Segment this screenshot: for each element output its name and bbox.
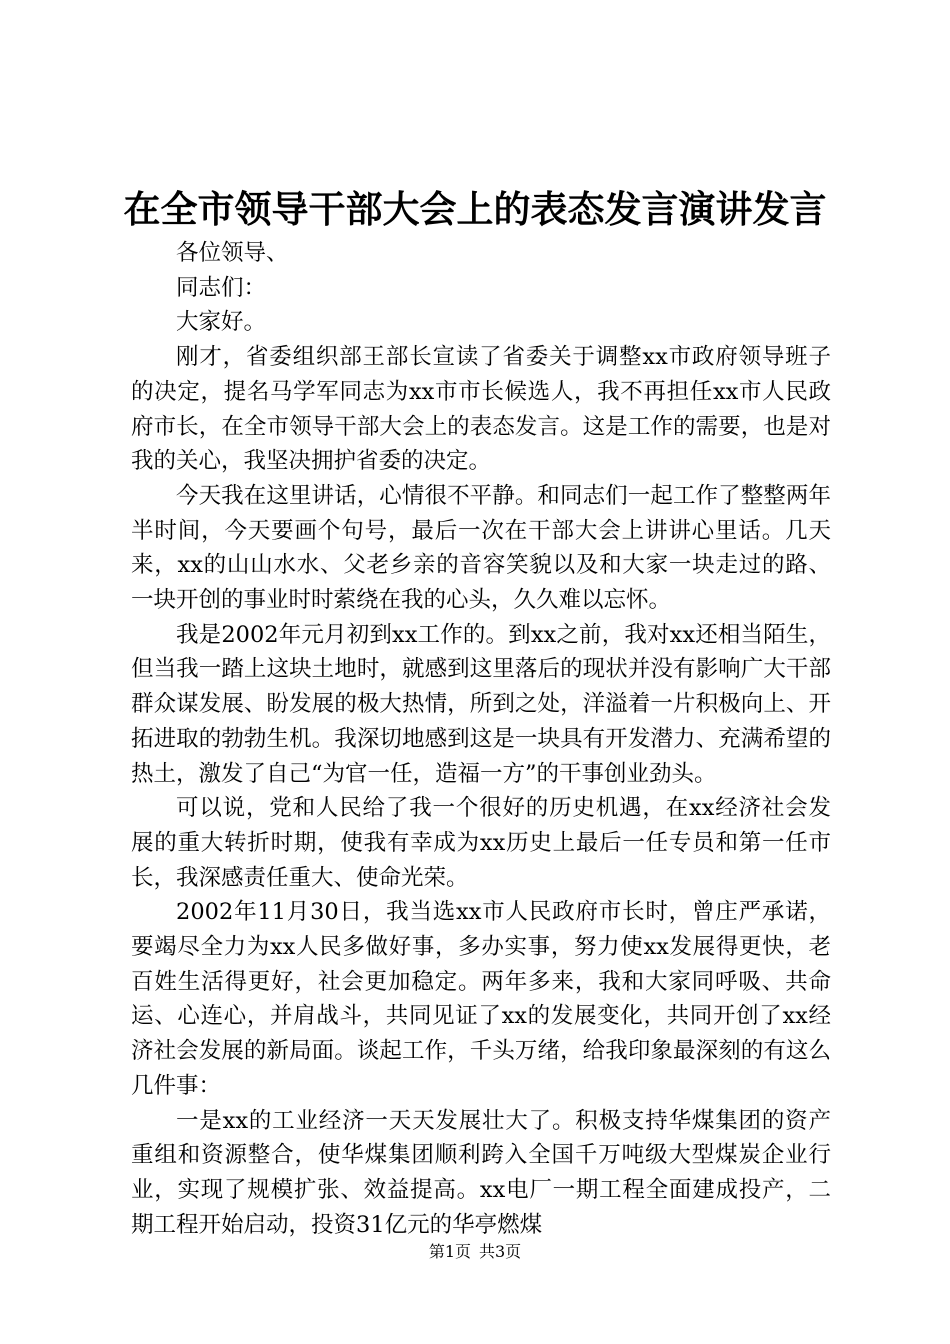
paragraph-salutation-leaders: 各位领导、 bbox=[176, 240, 289, 266]
paragraph: 2002年11月30日，我当选xx市人民政府市长时，曾庄严承诺，要竭尽全力为xx人民多做好事，多办实事，努力使xx发展得更快，老百姓生活得更好，社会更加稳定。两年多来，我和大家同呼吸、共命运、心连心，并肩战斗，共同见证了xx的发展变化，共同开创了xx经济社会发展的新局面。谈起工作，千头万绪，给我印象最深刻的有这么几件事： bbox=[131, 899, 831, 1099]
page-total: 共3页 bbox=[479, 1242, 522, 1261]
paragraph: 可以说，党和人民给了我一个很好的历史机遇，在xx经济社会发展的重大转折时期，使我有幸成为xx历史上最后一任专员和第一任市长，我深感责任重大、使命光荣。 bbox=[131, 795, 831, 891]
page-footer bbox=[0, 1240, 950, 1264]
paragraph-salutation-comrades: 同志们： bbox=[176, 274, 267, 301]
paragraph: 今天我在这里讲话，心情很不平静。和同志们一起工作了整整两年半时间，今天要画个句号，最后一次在干部大会上讲讲心里话。几天来，xx的山山水水、父老乡亲的音容笑貌以及和大家一块走过的路、一块开创的事业时时萦绕在我的心头，久久难以忘怀。 bbox=[131, 482, 831, 614]
paragraph: 我是2002年元月初到xx工作的。到xx之前，我对xx还相当陌生，但当我一踏上这块土地时，就感到这里落后的现状并没有影响广大干部群众谋发展、盼发展的极大热情，所到之处，洋溢着一片积极向上、开拓进取的勃勃生机。我深切地感到这是一块具有开发潜力、充满希望的热土，激发了自己“为官一任，造福一方”的干事创业劲头。 bbox=[131, 621, 831, 787]
paragraph-greeting: 大家好。 bbox=[176, 309, 267, 336]
page-number: 第1页 bbox=[428, 1242, 471, 1261]
document-body bbox=[131, 236, 831, 1242]
paragraph: 一是xx的工业经济一天天发展壮大了。积极支持华煤集团的资产重组和资源整合，使华煤集团顺利跨入全国千万吨级大型煤炭企业行业，实现了规模扩张、效益提高。xx电厂一期工程全面建成投产，二期工程开始启动，投资31亿元的华亭燃煤 bbox=[131, 1107, 831, 1238]
document-title: 在全市领导干部大会上的表态发言演讲发言 bbox=[123, 187, 827, 231]
paragraph: 刚才，省委组织部王部长宣读了省委关于调整xx市政府领导班子的决定，提名马学军同志为xx市市长候选人，我不再担任xx市人民政府市长，在全市领导干部大会上的表态发言。这是工作的需要，也是对我的关心，我坚决拥护省委的决定。 bbox=[131, 344, 831, 475]
